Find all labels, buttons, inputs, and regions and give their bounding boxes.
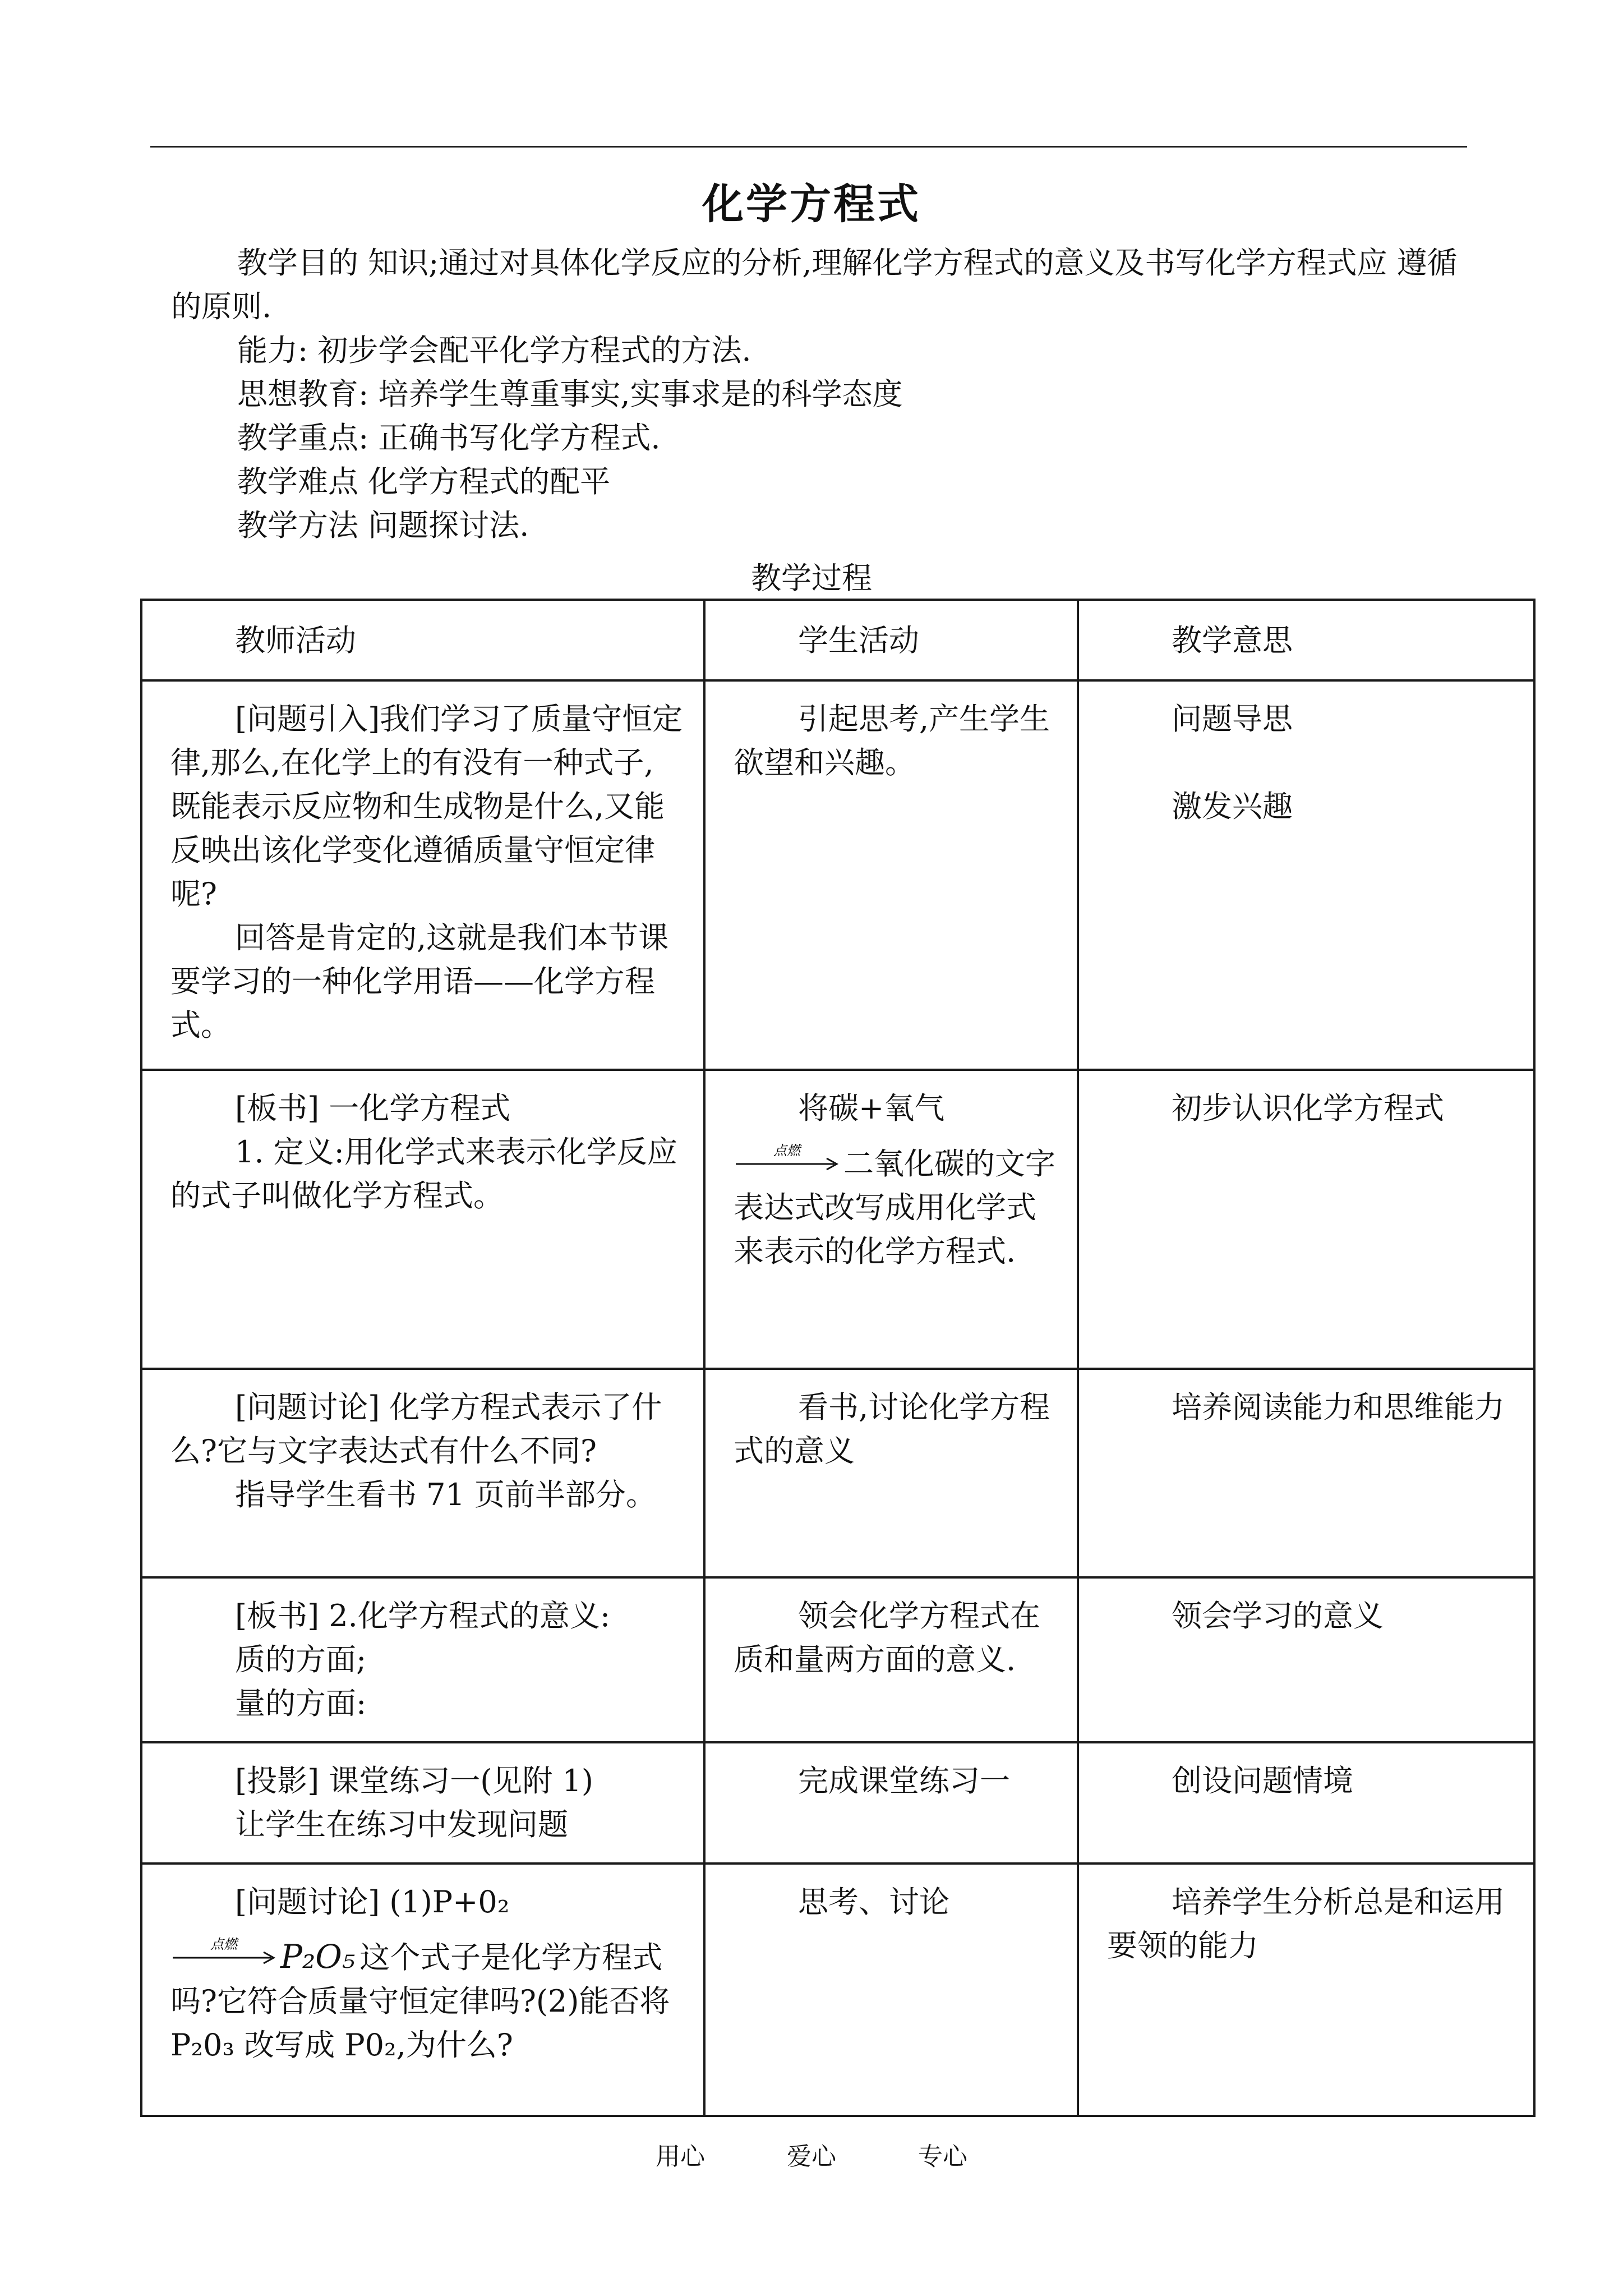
objective-ability: 能力: 初步学会配平化学方程式的方法. xyxy=(237,333,751,368)
student-cell xyxy=(704,1742,1078,1864)
intent-cell xyxy=(1078,680,1534,1070)
student-text: 看书,讨论化学方程式的意义 xyxy=(734,1389,1050,1469)
teacher-text: 回答是肯定的,这就是我们本节课要学习的一种化学用语——化学方程式。 xyxy=(170,920,669,1043)
table-row xyxy=(141,680,1534,1070)
intent-text: 创设问题情境 xyxy=(1172,1763,1353,1798)
teacher-text: 让学生在练习中发现问题 xyxy=(235,1807,568,1842)
teacher-cell xyxy=(141,1070,704,1369)
intent-text: 培养阅读能力和思维能力 xyxy=(1172,1389,1505,1425)
teacher-text: [问题讨论] (1)P+0₂ xyxy=(235,1884,510,1920)
page-footer xyxy=(0,2136,1623,2172)
intent-text: 领会学习的意义 xyxy=(1172,1598,1384,1634)
teacher-text: 质的方面; xyxy=(235,1642,367,1677)
teacher-text: [板书] 2.化学方程式的意义: xyxy=(235,1598,611,1634)
intent-cell xyxy=(1078,1577,1534,1742)
product-formula: P₂O₅ xyxy=(280,1938,356,1976)
table-row xyxy=(141,1577,1534,1742)
student-cell xyxy=(704,1369,1078,1577)
student-text: 完成课堂练习一 xyxy=(798,1763,1010,1798)
student-text: 二氧化碳的文字表达式改写成用化学式来表示的化学方程式. xyxy=(734,1146,1055,1269)
reaction-arrow-icon xyxy=(734,1140,840,1180)
teacher-cell xyxy=(141,1369,704,1577)
student-text: 引起思考,产生学生欲望和兴趣。 xyxy=(734,701,1050,780)
student-text: 将碳+氧气 xyxy=(798,1091,945,1126)
intent-text: 初步认识化学方程式 xyxy=(1172,1091,1444,1126)
teacher-text: 指导学生看书 71 页前半部分。 xyxy=(235,1477,657,1512)
student-cell xyxy=(704,1070,1078,1369)
objective-knowledge: 教学目的 知识;通过对具体化学反应的分析,理解化学方程式的意义及书写化学方程式应 遵循的原则. xyxy=(171,245,1458,324)
key-point: 教学重点: 正确书写化学方程式. xyxy=(237,420,661,455)
reaction-arrow-icon xyxy=(170,1934,277,1973)
objective-ideology: 思想教育: 培养学生尊重事实,实事求是的科学态度 xyxy=(237,376,903,412)
teacher-text: [问题讨论] 化学方程式表示了什么?它与文字表达式有什么不同? xyxy=(170,1389,662,1469)
footer-word: 爱心 xyxy=(787,2142,836,2171)
teacher-cell xyxy=(141,680,704,1070)
teacher-text: 量的方面: xyxy=(235,1686,367,1721)
header-rule xyxy=(150,146,1467,148)
student-cell xyxy=(704,680,1078,1070)
teacher-cell xyxy=(141,1864,704,2116)
difficulty: 教学难点 化学方程式的配平 xyxy=(237,464,611,499)
student-cell xyxy=(704,1577,1078,1742)
process-heading: 教学过程 xyxy=(751,560,872,596)
page-title: 化学方程式 xyxy=(702,180,921,228)
intent-cell xyxy=(1078,1070,1534,1369)
table-row xyxy=(141,1864,1534,2116)
student-text: 思考、讨论 xyxy=(798,1884,949,1920)
teacher-cell xyxy=(141,1577,704,1742)
teacher-text: [问题引入]我们学习了质量守恒定律,那么,在化学上的有没有一种式子,既能表示反应物和生成物是什么,又能反映出该化学变化遵循质量守恒定律呢? xyxy=(170,701,683,912)
footer-word: 专心 xyxy=(918,2142,967,2171)
footer-word: 用心 xyxy=(656,2142,705,2171)
lesson-objectives xyxy=(171,241,1472,547)
intent-text: 培养学生分析总是和运用要领的能力 xyxy=(1107,1884,1505,1963)
student-text: 领会化学方程式在质和量两方面的意义. xyxy=(734,1598,1040,1677)
teacher-text: 1. 定义:用化学式来表示化学反应的式子叫做化学方程式。 xyxy=(170,1134,677,1213)
table-header-row xyxy=(141,600,1534,680)
table-row xyxy=(141,1070,1534,1369)
teaching-method: 教学方法 问题探讨法. xyxy=(237,508,529,543)
student-cell xyxy=(704,1864,1078,2116)
teacher-text: [板书] 一化学方程式 xyxy=(235,1091,511,1126)
table-row xyxy=(141,1742,1534,1864)
header-teacher: 教师活动 xyxy=(141,600,704,680)
teacher-cell xyxy=(141,1742,704,1864)
teacher-text: 这个式子是化学方程式吗?它符合质量守恒定律吗?(2)能否将 P₂0₃ 改写成 P0₂,为什么? xyxy=(170,1940,670,2063)
lesson-table xyxy=(140,599,1536,2117)
intent-cell xyxy=(1078,1864,1534,2116)
header-student: 学生活动 xyxy=(704,600,1078,680)
header-intent: 教学意思 xyxy=(1078,600,1534,680)
intent-cell xyxy=(1078,1369,1534,1577)
table-row xyxy=(141,1369,1534,1577)
arrow-condition-label: 点燃 xyxy=(773,1143,800,1158)
intent-text: 激发兴趣 xyxy=(1172,789,1293,824)
teacher-text: [投影] 课堂练习一(见附 1) xyxy=(235,1763,593,1798)
intent-cell xyxy=(1078,1742,1534,1864)
arrow-condition-label: 点燃 xyxy=(210,1936,237,1952)
intent-text: 问题导思 xyxy=(1172,701,1293,737)
